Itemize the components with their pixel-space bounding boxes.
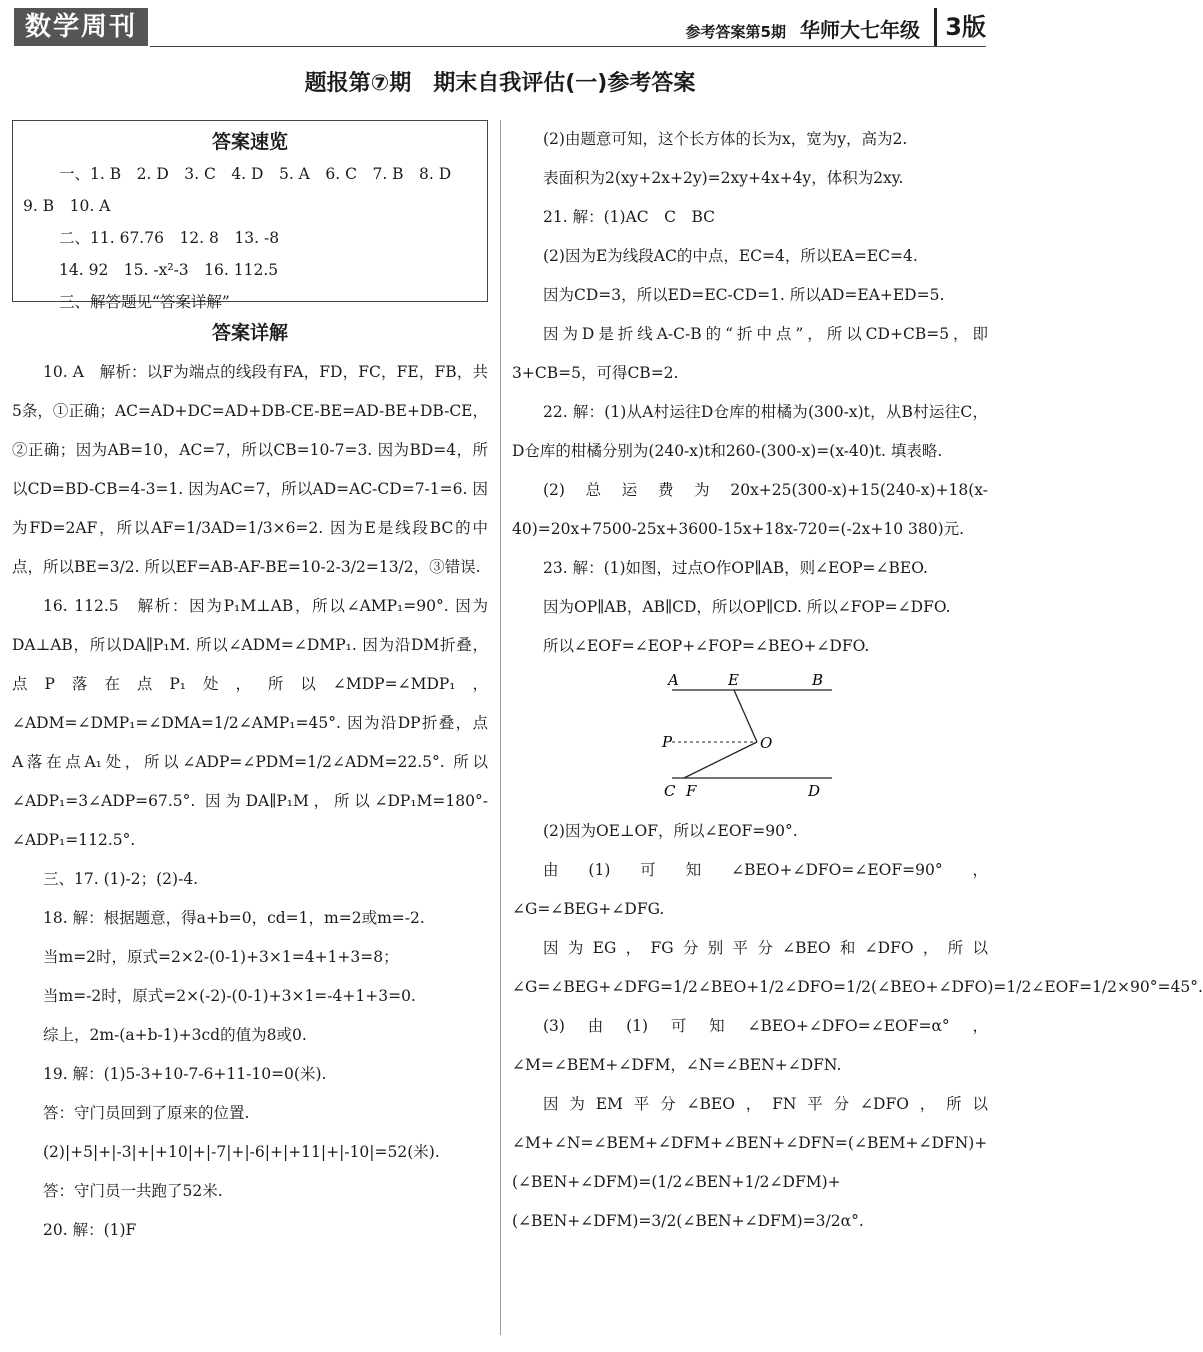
solution-paragraph: (2)因为OE⊥OF，所以∠EOF=90°. [543, 822, 798, 840]
summary-line: 三、解答题见“答案详解” [59, 293, 230, 311]
line-of [684, 742, 757, 778]
solution-paragraph: 当m=2时，原式=2×2-(0-1)+3×1=4+1+3=8； [43, 948, 399, 966]
solution-paragraph: 20. 解：(1)F [43, 1221, 137, 1239]
solution-paragraph: 22. 解：(1)从A村运往D仓库的柑橘为(300-x)t，从B村运往C，D仓库的柑橘分别为(240-x)t和260-(300-x)=(x-40)t. 填表略. [512, 403, 988, 460]
solution-paragraph: 答：守门员回到了原来的位置. [43, 1104, 250, 1122]
edition-label: 3版 [934, 8, 986, 46]
label-f: F [686, 782, 697, 800]
label-b: B [812, 671, 824, 689]
solution-paragraph: 所以∠EOF=∠EOP+∠FOP=∠BEO+∠DFO. [543, 637, 870, 655]
solution-paragraph: 16. 112.5 解析：因为P₁M⊥AB，所以∠AMP₁=90°. 因为DA⊥AB，所以DA∥P₁M. 所以∠ADM=∠DMP₁. 因为沿DM折叠，点P落在点P₁处，所以∠MDP=∠MDP₁，∠ADM=∠DMP₁=∠DMA=1/2∠AMP₁=45°. 因为沿DP折叠，点A落在点A₁处，所以∠ADP=∠PDM=1/2∠ADM=22.5°. 所以∠ADP₁=3∠ADP=67.5°. 因为DA∥P₁M，所以∠DP₁M=180°-∠ADP₁=112.5°. [12, 597, 488, 849]
solution-paragraph: (2)由题意可知，这个长方体的长为x，宽为y，高为2. [543, 130, 908, 148]
solution-paragraph: 18. 解：根据题意，得a+b=0，cd=1，m=2或m=-2. [43, 909, 425, 927]
solution-paragraph: 三、17. (1)-2；(2)-4. [43, 870, 199, 888]
answer-summary-box [12, 120, 488, 311]
header-rule [150, 46, 986, 47]
masthead: 数学周刊 [14, 8, 148, 46]
solution-paragraph: (2)总运费为20x+25(300-x)+15(240-x)+18(x-40)=20x+7500-25x+3600-15x+18x-720=(-2x+10 380)元. [512, 481, 988, 538]
solution-paragraph: (3)由(1)可知∠BEO+∠DFO=∠EOF=α°，∠M=∠BEM+∠DFM，∠N=∠BEN+∠DFN. [512, 1017, 988, 1074]
solution-paragraph: 因为EG，FG分别平分∠BEO和∠DFO，所以∠G=∠BEG+∠DFG=1/2∠BEO+1/2∠DFO=1/2(∠BEO+∠DFO)=1/2∠EOF=1/2×90°=45°. [512, 939, 1203, 996]
header-info [686, 14, 920, 43]
label-d: D [808, 782, 821, 800]
summary-line: 二、11. 67.76 12. 8 13. -8 [59, 229, 280, 247]
solution-paragraph: 因为OP∥AB，AB∥CD，所以OP∥CD. 所以∠FOP=∠DFO. [543, 598, 951, 616]
solution-paragraph: 答：守门员一共跑了52米. [43, 1182, 223, 1200]
solution-paragraph: 由(1)可知∠BEO+∠DFO=∠EOF=90°，∠G=∠BEG+∠DFG. [512, 861, 988, 918]
solution-paragraph: 因为EM平分∠BEO，FN平分∠DFO，所以∠M+∠N=∠BEM+∠DFM+∠BEN+∠DFN=(∠BEM+∠DFN)+(∠BEN+∠DFM)=(1/2∠BEN+1/2∠DFM)+(∠BEN+∠DFM)=3/2(∠BEN+∠DFM)=3/2α°. [512, 1095, 988, 1230]
solution-paragraph: 综上，2m-(a+b-1)+3cd的值为8或0. [43, 1026, 307, 1044]
right-column [512, 120, 1203, 1241]
solution-paragraph: 23. 解：(1)如图，过点O作OP∥AB，则∠EOP=∠BEO. [543, 559, 928, 577]
solution-paragraph: 因为CD=3，所以ED=EC-CD=1. 所以AD=EA+ED=5. [543, 286, 945, 304]
page-title: 题报第⑦期 期末自我评估(一)参考答案 [304, 71, 696, 96]
summary-line: 14. 92 15. -x²-3 16. 112.5 [59, 261, 279, 279]
summary-line: 9. B 10. A [23, 197, 111, 215]
label-e: E [728, 671, 739, 689]
solution-paragraph: (2)|+5|+|-3|+|+10|+|-7|+|-6|+|+11|+|-10|=52(米). [43, 1143, 440, 1161]
column-divider [500, 120, 501, 1335]
summary-line: 一、1. B 2. D 3. C 4. D 5. A 6. C 7. B 8. D [59, 165, 452, 183]
left-column [12, 120, 488, 1250]
solution-paragraph: 因为D是折线A-C-B的“折中点”，所以CD+CB=5，即3+CB=5，可得CB=2. [512, 325, 988, 382]
label-c: C [664, 782, 676, 800]
parallel-lines-diagram [662, 672, 842, 802]
grade-label: 华师大七年级 [800, 18, 920, 42]
line-eo [734, 690, 757, 742]
solution-paragraph: 19. 解：(1)5-3+10-7-6+11-10=0(米). [43, 1065, 327, 1083]
solution-paragraph: (2)因为E为线段AC的中点，EC=4，所以EA=EC=4. [543, 247, 918, 265]
issue-info: 参考答案第5期 [685, 23, 786, 41]
label-a: A [668, 671, 679, 689]
summary-heading: 答案速览 [211, 131, 288, 153]
solution-paragraph: 21. 解：(1)AC C BC [543, 208, 715, 226]
label-p: P [662, 733, 673, 751]
solution-paragraph: 10. A 解析：以F为端点的线段有FA，FD，FC，FE，FB，共5条，①正确；AC=AD+DC=AD+DB-CE-BE=AD-BE+DB-CE，②正确；因为AB=10，AC=7，所以CB=10-7=3. 因为BD=4，所以CD=BD-CB=4-3=1. 因为AC=7，所以AD=AC-CD=7-1=6. 因为FD=2AF，所以AF=1/3AD=1/3×6=2. 因为E是线段BC的中点，所以BE=3/2. 所以EF=AB-AF-BE=10-2-3/2=13/2，③错误. [12, 363, 488, 576]
solution-paragraph: 表面积为2(xy+2x+2y)=2xy+4x+4y，体积为2xy. [543, 169, 904, 187]
label-o: O [760, 734, 773, 752]
details-heading: 答案详解 [211, 322, 288, 344]
solution-paragraph: 当m=-2时，原式=2×(-2)-(0-1)+3×1=-4+1+3=0. [43, 987, 416, 1005]
